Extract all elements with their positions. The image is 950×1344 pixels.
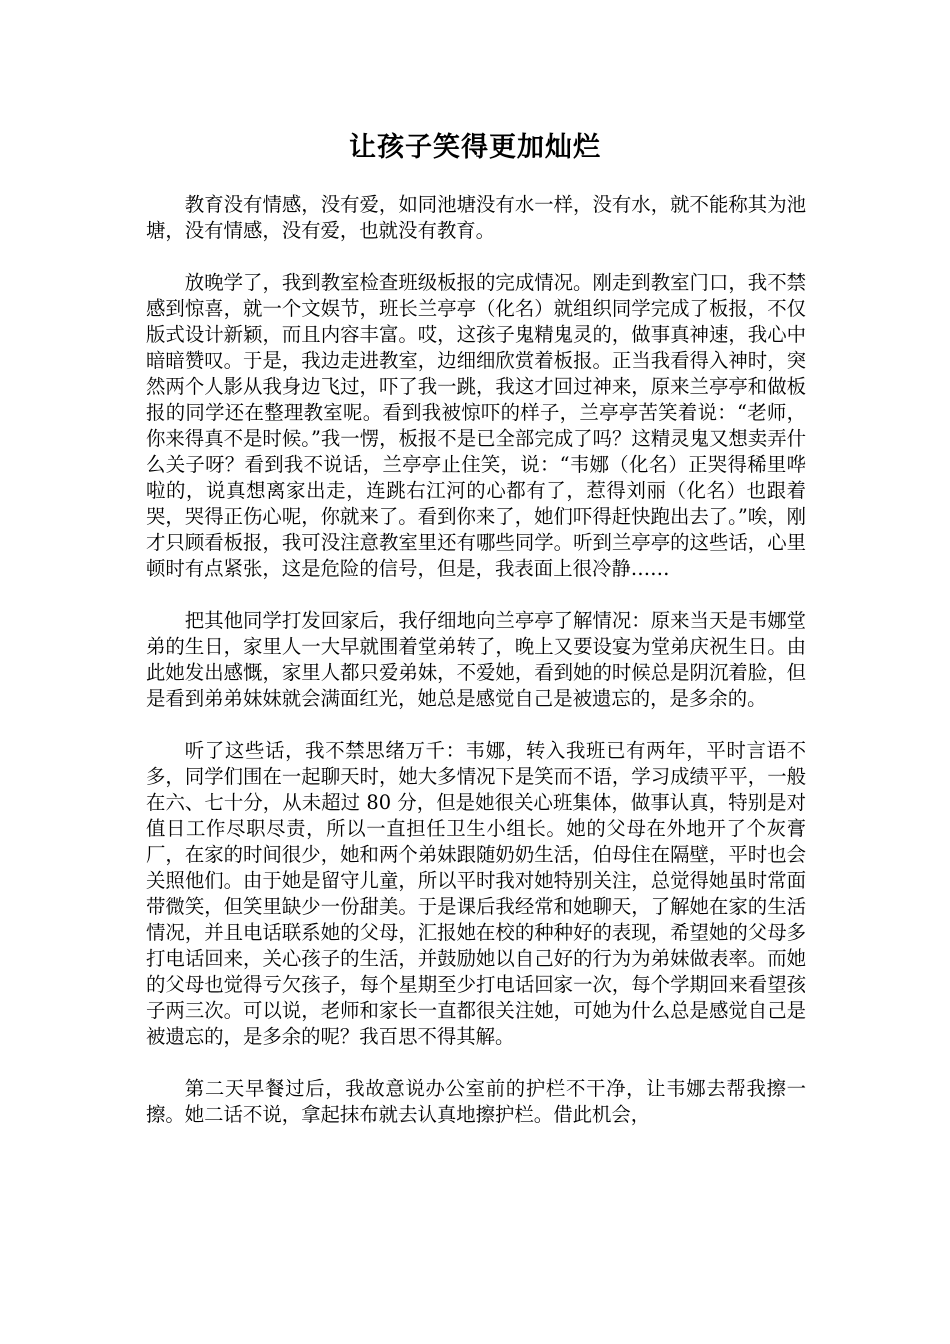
paragraph-2: 放晚学了，我到教室检查班级板报的完成情况。刚走到教室门口，我不禁感到惊喜，就一个文娱节，班长兰亭亭（化名）就组织同学完成了板报，不仅版式设计新颖，而且内容丰富。哎，这孩子鬼精鬼灵的，做事真神速，我心中暗暗赞叹。于是，我边走进教室，边细细欣赏着板报。正当我看得入神时，突然两个人影从我身边飞过，吓了我一跳，我这才回过神来，原来兰亭亭和做板报的同学还在整理教室呢。看到我被惊吓的样子，兰亭亭苦笑着说：“老师，你来得真不是时候。”我一愣，板报不是已全部完成了吗？这精灵鬼又想卖弄什么关子呀？看到我不说话，兰亭亭止住笑，说：“韦娜（化名）正哭得稀里哗啦的，说真想离家出走，连跳右江河的心都有了，惹得刘丽（化名）也跟着哭，哭得正伤心呢，你就来了。看到你来了，她们吓得赶快跑出去了。”唉，刚才只顾看板报，我可没注意教室里还有哪些同学。听到兰亭亭的这些话，心里顿时有点紧张，这是危险的信号，但是，我表面上很冷静…… xyxy=(146,271,806,580)
document-title: 让孩子笑得更加灿烂 xyxy=(349,132,601,163)
paragraph-4: 听了这些话，我不禁思绪万千：韦娜，转入我班已有两年，平时言语不多，同学们围在一起聊天时，她大多情况下是笑而不语，学习成绩平平，一般在六、七十分，从未超过 80 分，但是她很关心班集体，做事认真，特别是对值日工作尽职尽责，所以一直担任卫生小组长。她的父母在外地开了个灰膏厂，在家的时间很少，她和两个弟妹跟随奶奶生活，伯母住在隔壁，平时也会关照他们。由于她是留守儿童，所以平时我对她特别关注，总觉得她虽时常面带微笑，但笑里缺少一份甜美。于是课后我经常和她聊天，了解她在家的生活情况，并且电话联系她的父母，汇报她在校的种种好的表现，希望她的父母多打电话回来，关心孩子的生活，并鼓励她以自己好的行为为弟妹做表率。而她的父母也觉得亏欠孩子，每个星期至少打电话回家一次，每个学期回来看望孩子两三次。可以说，老师和家长一直都很关注她，可她为什么总是感觉自己是被遗忘的，是多余的呢？我百思不得其解。 xyxy=(146,739,806,1048)
paragraph-1: 教育没有情感，没有爱，如同池塘没有水一样，没有水，就不能称其为池塘，没有情感，没有爱，也就没有教育。 xyxy=(146,193,806,242)
document-body xyxy=(146,192,806,1154)
paragraph-3: 把其他同学打发回家后，我仔细地向兰亭亭了解情况：原来当天是韦娜堂弟的生日，家里人一大早就围着堂弟转了，晚上又要设宴为堂弟庆祝生日。由此她发出感慨，家里人都只爱弟妹，不爱她，看到她的时候总是阴沉着脸，但是看到弟弟妹妹就会满面红光，她总是感觉自己是被遗忘的，是多余的。 xyxy=(146,609,806,710)
paragraph-5: 第二天早餐过后，我故意说办公室前的护栏不干净，让韦娜去帮我擦一擦。她二话不说，拿起抹布就去认真地擦护栏。借此机会， xyxy=(146,1077,806,1126)
